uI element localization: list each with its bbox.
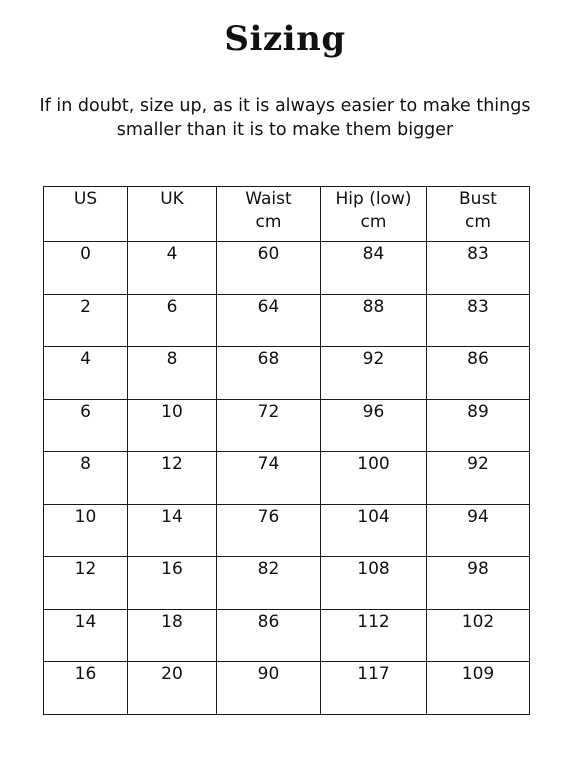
header-uk	[128, 187, 217, 242]
table-row	[44, 609, 530, 662]
cell-waist: 72	[217, 399, 321, 452]
cell-us: 6	[44, 399, 128, 452]
cell-bust: 86	[427, 347, 530, 400]
table-row	[44, 294, 530, 347]
table-header-row	[44, 187, 530, 242]
header-waist-unit: cm	[255, 212, 282, 232]
cell-us: 10	[44, 504, 128, 557]
header-us	[44, 187, 128, 242]
cell-us: 16	[44, 662, 128, 715]
header-hip	[321, 187, 427, 242]
cell-us: 12	[44, 557, 128, 610]
cell-bust: 98	[427, 557, 530, 610]
cell-us: 8	[44, 452, 128, 505]
header-waist	[217, 187, 321, 242]
table-row	[44, 242, 530, 295]
sizing-advice-line-1: If in doubt, size up, as it is always easier to make things	[39, 96, 531, 116]
cell-hip: 96	[321, 399, 427, 452]
cell-hip: 100	[321, 452, 427, 505]
table-row	[44, 347, 530, 400]
cell-waist: 60	[217, 242, 321, 295]
cell-uk: 16	[128, 557, 217, 610]
cell-bust: 83	[427, 242, 530, 295]
cell-waist: 82	[217, 557, 321, 610]
cell-hip: 92	[321, 347, 427, 400]
cell-waist: 64	[217, 294, 321, 347]
cell-uk: 8	[128, 347, 217, 400]
header-bust-label: Bust	[459, 189, 497, 209]
sizing-advice	[10, 94, 560, 142]
cell-us: 2	[44, 294, 128, 347]
table-row	[44, 557, 530, 610]
header-waist-label: Waist	[245, 189, 292, 209]
cell-hip: 88	[321, 294, 427, 347]
header-us-label: US	[73, 189, 98, 209]
cell-uk: 12	[128, 452, 217, 505]
cell-waist: 86	[217, 609, 321, 662]
cell-bust: 102	[427, 609, 530, 662]
cell-bust: 109	[427, 662, 530, 715]
cell-hip: 112	[321, 609, 427, 662]
cell-uk: 4	[128, 242, 217, 295]
cell-uk: 6	[128, 294, 217, 347]
cell-bust: 92	[427, 452, 530, 505]
cell-us: 4	[44, 347, 128, 400]
cell-uk: 18	[128, 609, 217, 662]
cell-hip: 104	[321, 504, 427, 557]
sizing-advice-line-2: smaller than it is to make them bigger	[116, 120, 454, 140]
table-row	[44, 504, 530, 557]
cell-waist: 76	[217, 504, 321, 557]
cell-bust: 94	[427, 504, 530, 557]
cell-bust: 89	[427, 399, 530, 452]
cell-us: 0	[44, 242, 128, 295]
table-row	[44, 399, 530, 452]
page-title: Sizing	[224, 19, 346, 59]
table-row	[44, 452, 530, 505]
cell-bust: 83	[427, 294, 530, 347]
cell-hip: 84	[321, 242, 427, 295]
header-hip-label: Hip (low)	[335, 189, 412, 209]
header-bust-unit: cm	[465, 212, 491, 232]
cell-waist: 90	[217, 662, 321, 715]
cell-us: 14	[44, 609, 128, 662]
cell-waist: 74	[217, 452, 321, 505]
cell-uk: 10	[128, 399, 217, 452]
header-uk-label: UK	[160, 189, 184, 209]
header-hip-unit: cm	[360, 212, 387, 232]
header-bust	[427, 187, 530, 242]
cell-waist: 68	[217, 347, 321, 400]
table-row	[44, 662, 530, 715]
sizing-table	[43, 186, 530, 715]
cell-hip: 108	[321, 557, 427, 610]
cell-hip: 117	[321, 662, 427, 715]
cell-uk: 20	[128, 662, 217, 715]
cell-uk: 14	[128, 504, 217, 557]
